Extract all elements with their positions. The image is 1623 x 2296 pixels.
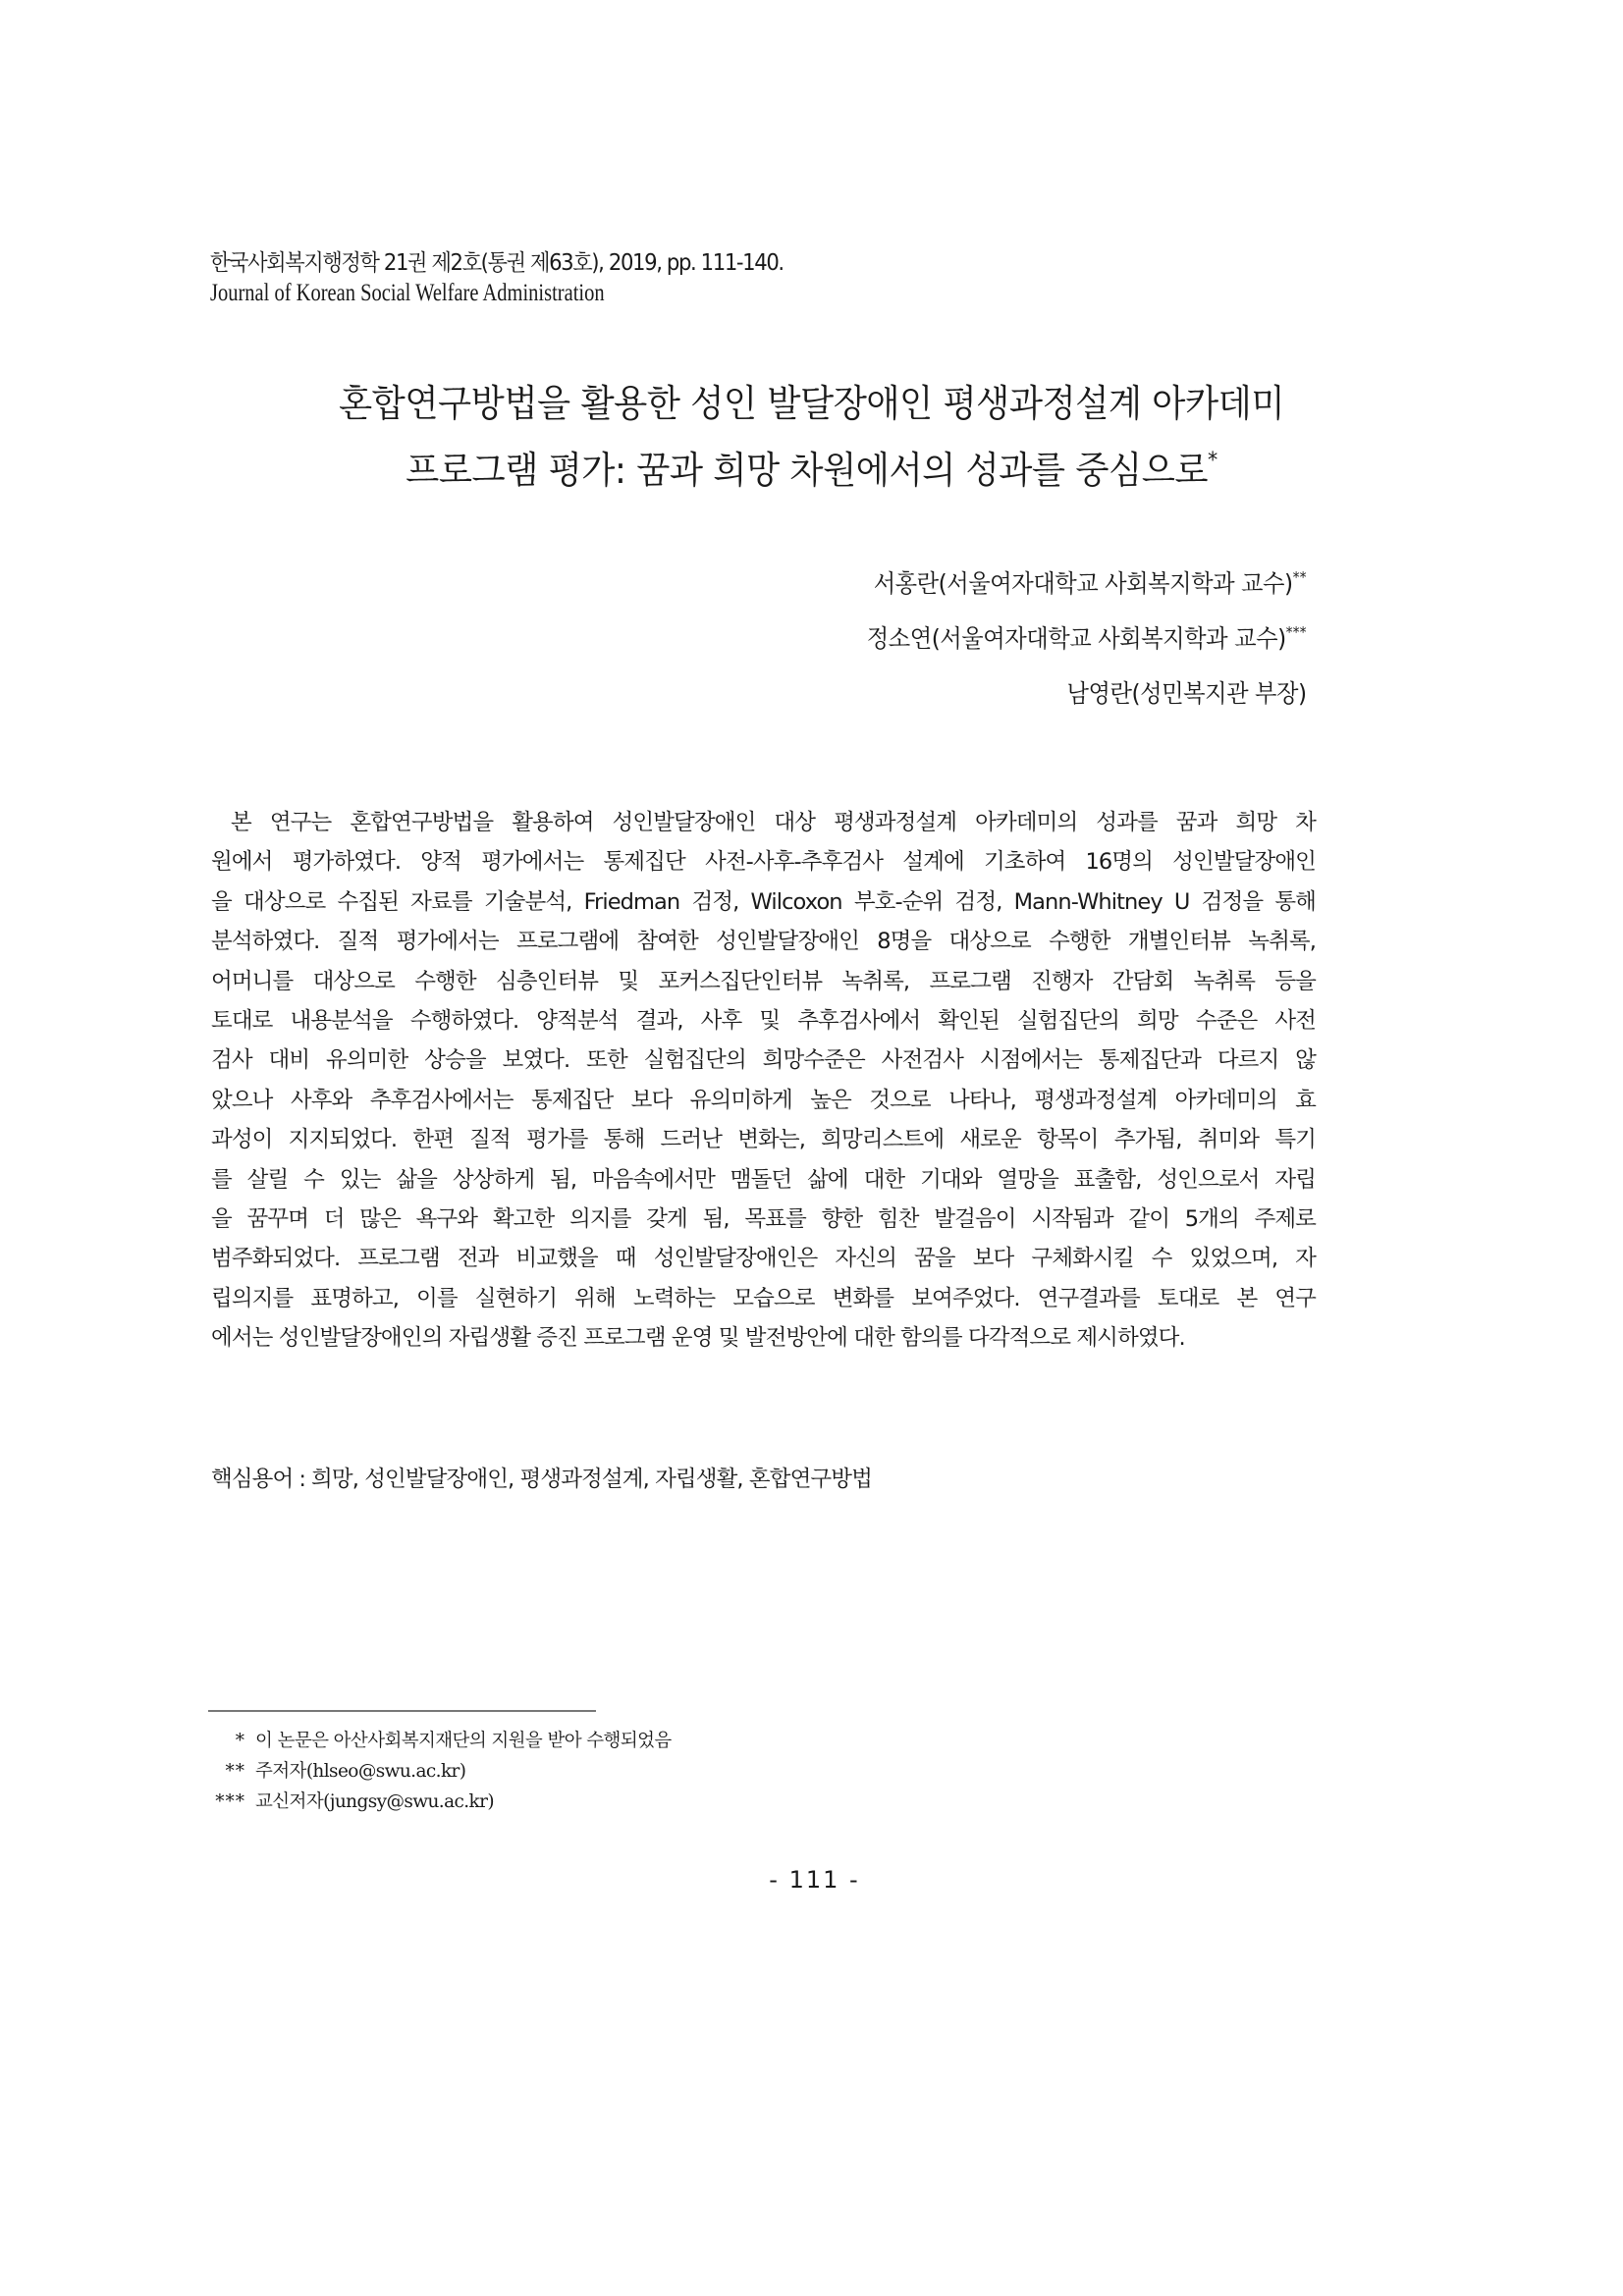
- footnote-divider: [208, 1710, 596, 1712]
- title-line-1-text: 혼합연구방법을 활용한 성인 발달장애인 평생과정설계 아카데미: [338, 382, 1285, 425]
- author-3: [867, 667, 1307, 721]
- title-footnote-mark: *: [1208, 449, 1217, 473]
- footnote-text: 이 논문은 아산사회복지재단의 지원을 받아 수행되었음: [255, 1731, 672, 1751]
- abstract-line: 았으나 사후와 추후검사에서는 통제집단 보다 유의미하게 높은 것으로 나타나, 평생과정설계 아카데미의 효: [211, 1087, 1316, 1113]
- footnote-funding: [208, 1726, 672, 1756]
- footnote-mark: **: [225, 1761, 245, 1782]
- author-2-footnote-mark: ***: [1286, 623, 1307, 641]
- title-line-2-text: 프로그램 평가: 꿈과 희망 차원에서의 성과를 중심으로: [406, 449, 1209, 492]
- abstract-line: 본 연구는 혼합연구방법을 활용하여 성인발달장애인 대상 평생과정설계 아카데미의 성과를 꿈과 희망 차: [231, 810, 1316, 835]
- journal-name-english: Journal of Korean Social Welfare Administration: [210, 280, 605, 306]
- abstract: [211, 803, 1316, 1358]
- abstract-line: 범주화되었다. 프로그램 전과 비교했을 때 성인발달장애인은 자신의 꿈을 보다 구체화시킬 수 있었으며, 자: [211, 1246, 1316, 1272]
- author-1: [867, 557, 1307, 612]
- abstract-line: 을 꿈꾸며 더 많은 욕구와 확고한 의지를 갖게 됨, 목표를 향한 힘찬 발걸음이 시작됨과 같이 5개의 주제로: [211, 1205, 1316, 1232]
- keywords: [211, 1463, 872, 1496]
- abstract-line: 검사 대비 유의미한 상승을 보였다. 또한 실험집단의 희망수준은 사전검사 시점에서는 통제집단과 다르지 않: [211, 1047, 1316, 1074]
- author-1-footnote-mark: **: [1293, 568, 1307, 586]
- abstract-line: 를 살릴 수 있는 삶을 상상하게 됨, 마음속에서만 맴돌던 삶에 대한 기대와 열망을 표출함, 성인으로서 자립: [211, 1166, 1316, 1193]
- title-line-2: [57, 437, 1566, 504]
- footnote-mark: *: [235, 1731, 245, 1751]
- footnote-text: 주저자(hlseo@swu.ac.kr): [255, 1761, 466, 1782]
- author-list: [834, 557, 1307, 721]
- abstract-line: 을 대상으로 수집된 자료를 기술분석, Friedman 검정, Wilcoxon 부호-순위 검정, Mann-Whitney U 검정을 통해: [211, 888, 1316, 915]
- footnote-text: 교신저자(jungsy@swu.ac.kr): [255, 1791, 495, 1812]
- footnote-corresponding-author: [208, 1787, 672, 1817]
- abstract-line: 분석하였다. 질적 평가에서는 프로그램에 참여한 성인발달장애인 8명을 대상으로 수행한 개별인터뷰 녹취록,: [211, 929, 1316, 955]
- journal-header: [210, 248, 834, 309]
- author-1-name: 서홍란(서울여자대학교 사회복지학과 교수): [874, 569, 1294, 598]
- keywords-text: 희망, 성인발달장애인, 평생과정설계, 자립생활, 혼합연구방법: [311, 1467, 872, 1492]
- footnote-mark: ***: [215, 1791, 245, 1812]
- keywords-separator: :: [298, 1467, 306, 1492]
- footnote-first-author: [208, 1756, 672, 1787]
- author-2-name: 정소연(서울여자대학교 사회복지학과 교수): [867, 624, 1287, 653]
- abstract-line: 에서는 성인발달장애인의 자립생활 증진 프로그램 운영 및 발전방안에 대한 함의를 다각적으로 제시하였다.: [211, 1325, 1185, 1352]
- abstract-line: 어머니를 대상으로 수행한 심층인터뷰 및 포커스집단인터뷰 녹취록, 프로그램 진행자 간담회 녹취록 등을: [211, 968, 1316, 994]
- keywords-label: 핵심용어: [211, 1467, 294, 1492]
- abstract-line: 과성이 지지되었다. 한편 질적 평가를 통해 드러난 변화는, 희망리스트에 새로운 항목이 추가됨, 취미와 특기: [211, 1127, 1316, 1153]
- title-line-1: [57, 370, 1566, 437]
- page-number: - 111 -: [769, 1866, 860, 1894]
- paper-title: [0, 370, 1623, 504]
- author-2: [867, 612, 1307, 667]
- author-3-name: 남영란(성민복지관 부장): [1066, 679, 1307, 708]
- abstract-line: 립의지를 표명하고, 이를 실현하기 위해 노력하는 모습으로 변화를 보여주었다. 연구결과를 토대로 본 연구: [211, 1285, 1316, 1311]
- abstract-line: 토대로 내용분석을 수행하였다. 양적분석 결과, 사후 및 추후검사에서 확인된 실험집단의 희망 수준은 사전: [211, 1007, 1316, 1034]
- footnotes: [208, 1726, 672, 1817]
- journal-citation-korean: 한국사회복지행정학 21권 제2호(통권 제63호), 2019, pp. 111-140.: [210, 250, 784, 276]
- abstract-line: 원에서 평가하였다. 양적 평가에서는 통제집단 사전-사후-추후검사 설계에 기초하여 16명의 성인발달장애인: [211, 849, 1316, 876]
